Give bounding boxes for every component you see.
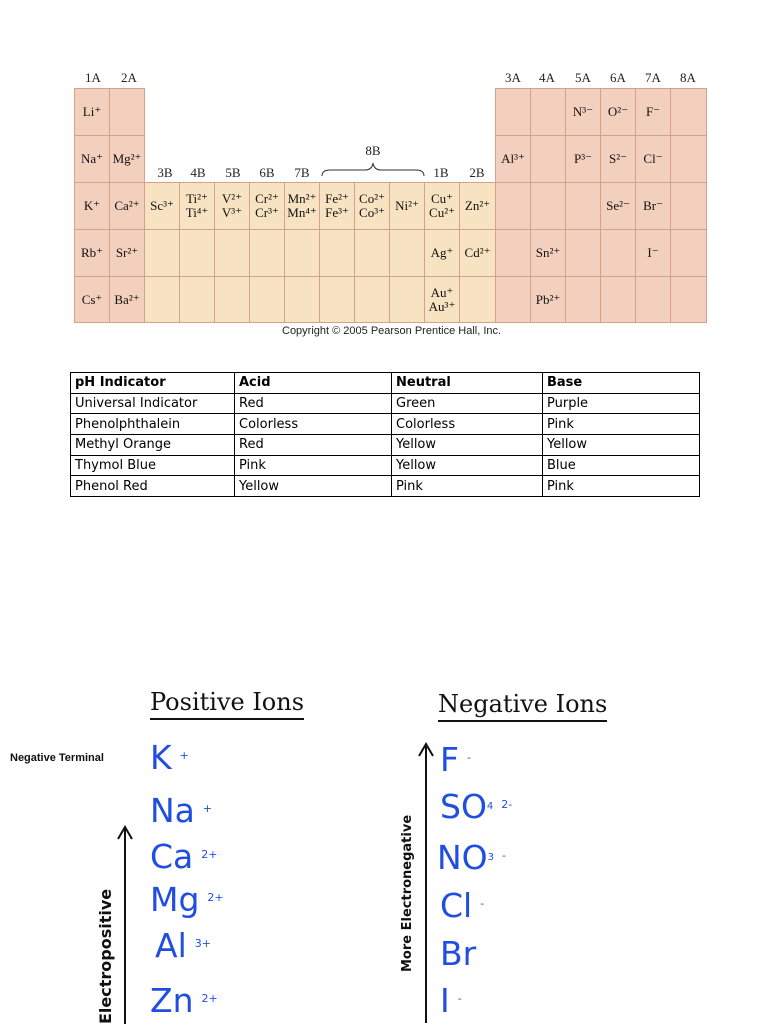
- group-label: 3B: [157, 165, 173, 180]
- ion-cell: Ba²⁺: [109, 276, 145, 323]
- ph-indicator-table: [70, 372, 700, 497]
- table-cell: Colorless: [392, 414, 543, 435]
- ion-cell: Pb²⁺: [530, 276, 566, 323]
- group-label: 8A: [680, 70, 696, 85]
- table-cell: Pink: [235, 455, 392, 476]
- ion-cell: Rb⁺: [74, 229, 110, 277]
- ion-cell: [670, 182, 707, 230]
- ion-cell: Co²⁺ Co³⁺: [354, 182, 390, 230]
- ion-cell: Li⁺: [74, 88, 110, 136]
- table-cell: Yellow: [235, 476, 392, 497]
- ion-cell: [600, 229, 636, 277]
- table-cell: Blue: [543, 455, 700, 476]
- ion-cell: Se²⁻: [600, 182, 636, 230]
- ion-cell: Ti²⁺ Ti⁴⁺: [179, 182, 215, 230]
- ion-cell: [249, 276, 285, 323]
- ion-cell: Cs⁺: [74, 276, 110, 323]
- ion-cell: Mg²⁺: [109, 135, 145, 183]
- table-header-row: [71, 373, 700, 394]
- ion-cell: Cu⁺ Cu²⁺: [424, 182, 460, 230]
- ion-cell: O²⁻: [600, 88, 636, 136]
- ion-cell: Br⁻: [635, 182, 671, 230]
- ion-cell: [109, 88, 145, 136]
- positive-ion: Na +: [150, 791, 213, 830]
- negative-ion: Br: [440, 934, 477, 973]
- ion-cell: [179, 229, 215, 277]
- ion-cell: Na⁺: [74, 135, 110, 183]
- ion-cell: [495, 88, 531, 136]
- electropositive-axis-label: Electropositive: [96, 888, 115, 1024]
- table-cell: Red: [235, 393, 392, 414]
- ion-cell: [565, 229, 601, 277]
- negative-ion: I -: [440, 981, 462, 1020]
- ion-cell: V²⁺ V³⁺: [214, 182, 250, 230]
- table-cell: Phenol Red: [71, 476, 235, 497]
- ion-cell: [354, 276, 390, 323]
- ion-cell: [214, 229, 250, 277]
- ion-cell: P³⁻: [565, 135, 601, 183]
- positive-ion: Zn $^{2+}$: [150, 981, 218, 1020]
- group-label: 2B: [469, 165, 485, 180]
- negative-ion: Cl -: [440, 886, 485, 925]
- positive-ion: K +: [150, 738, 189, 777]
- ion-cell: N³⁻: [565, 88, 601, 136]
- table-cell: Methyl Orange: [71, 435, 235, 456]
- ion-cell: [144, 276, 180, 323]
- positive-ion: Mg $^{2+}$: [150, 880, 224, 919]
- table-row: [71, 455, 700, 476]
- group-label: 6A: [610, 70, 626, 85]
- ion-cell: Sc³⁺: [144, 182, 180, 230]
- table-cell: Yellow: [543, 435, 700, 456]
- ion-cell: [354, 229, 390, 277]
- ion-cell: [530, 88, 566, 136]
- ion-cell: F⁻: [635, 88, 671, 136]
- table-cell: Green: [392, 393, 543, 414]
- ion-cell: [495, 182, 531, 230]
- table-row: [71, 435, 700, 456]
- table-cell: Purple: [543, 393, 700, 414]
- group-label: 7B: [294, 165, 310, 180]
- ion-cell: [495, 229, 531, 277]
- ion-cell: [670, 135, 707, 183]
- ion-cell: I⁻: [635, 229, 671, 277]
- ion-cell: Al³⁺: [495, 135, 531, 183]
- ion-cell: [179, 276, 215, 323]
- ion-cell: Cd²⁺: [459, 229, 496, 277]
- positive-ion: Al $^{3+}$: [155, 926, 211, 965]
- ion-cell: [565, 276, 601, 323]
- ion-cell: Ag⁺: [424, 229, 460, 277]
- ion-cell: [530, 182, 566, 230]
- ion-cell: [495, 276, 531, 323]
- brace-8b: [320, 160, 426, 180]
- ion-cell: [319, 276, 355, 323]
- group-label: 2A: [121, 70, 137, 85]
- ion-cell: Au⁺ Au³⁺: [424, 276, 460, 323]
- ion-cell: [459, 276, 496, 323]
- ion-cell: [319, 229, 355, 277]
- ion-cell: [670, 229, 707, 277]
- group-label: 5A: [575, 70, 591, 85]
- header-cell: pH Indicator: [71, 373, 235, 394]
- negative-ions-title: Negative Ions: [438, 690, 607, 722]
- table-cell: Universal Indicator: [71, 393, 235, 414]
- group-label: 1A: [85, 70, 101, 85]
- ion-cell: Ca²⁺: [109, 182, 145, 230]
- negative-ion: NO3 -: [437, 838, 507, 877]
- ion-cell: Fe²⁺ Fe³⁺: [319, 182, 355, 230]
- table-row: [71, 414, 700, 435]
- table-cell: Thymol Blue: [71, 455, 235, 476]
- ion-cell: K⁺: [74, 182, 110, 230]
- group-label: 7A: [645, 70, 661, 85]
- periodic-ion-table: [0, 0, 768, 345]
- table-cell: Red: [235, 435, 392, 456]
- table-cell: Pink: [543, 414, 700, 435]
- group-label: 5B: [225, 165, 241, 180]
- ion-cell: [214, 276, 250, 323]
- ion-cell: [284, 276, 320, 323]
- copyright-text: Copyright © 2005 Pearson Prentice Hall, Inc.: [282, 325, 502, 337]
- ion-cell: Sn²⁺: [530, 229, 566, 277]
- ion-cell: Ni²⁺: [389, 182, 425, 230]
- header-cell: Acid: [235, 373, 392, 394]
- header-cell: Neutral: [392, 373, 543, 394]
- ion-cell: Zn²⁺: [459, 182, 496, 230]
- negative-ion: SO4 $^{2-}$: [440, 787, 513, 826]
- negative-terminal-label: Negative Terminal: [10, 752, 104, 764]
- ion-cell: [389, 229, 425, 277]
- table-cell: Colorless: [235, 414, 392, 435]
- ion-cell: S²⁻: [600, 135, 636, 183]
- group-label: 6B: [259, 165, 275, 180]
- electronegative-axis-label: More Electronegative: [400, 814, 415, 972]
- table-cell: Yellow: [392, 435, 543, 456]
- table-row: [71, 393, 700, 414]
- ion-cell: [249, 229, 285, 277]
- ion-cell: [635, 276, 671, 323]
- table-cell: Yellow: [392, 455, 543, 476]
- table-cell: Phenolphthalein: [71, 414, 235, 435]
- ion-cell: [530, 135, 566, 183]
- table-cell: Pink: [392, 476, 543, 497]
- table-row: [71, 476, 700, 497]
- positive-ions-title: Positive Ions: [150, 688, 304, 720]
- ion-cell: [565, 182, 601, 230]
- ion-cell: Cr²⁺ Cr³⁺: [249, 182, 285, 230]
- ion-cell: [600, 276, 636, 323]
- ion-cell: Sr²⁺: [109, 229, 145, 277]
- header-cell: Base: [543, 373, 700, 394]
- table-cell: Pink: [543, 476, 700, 497]
- ion-cell: [670, 276, 707, 323]
- group-label: 1B: [433, 165, 449, 180]
- positive-ion: Ca $^{2+}$: [150, 837, 218, 876]
- up-arrow-icon: [416, 742, 436, 1024]
- ion-cell: [144, 229, 180, 277]
- ion-cell: [389, 276, 425, 323]
- ion-cell: [670, 88, 707, 136]
- group-label: 4A: [539, 70, 555, 85]
- up-arrow-icon: [115, 825, 135, 1025]
- ion-cell: [284, 229, 320, 277]
- group-label: 4B: [190, 165, 206, 180]
- negative-ion: F -: [440, 740, 471, 779]
- group-label-8b: 8B: [365, 143, 381, 158]
- ion-cell: Cl⁻: [635, 135, 671, 183]
- ion-cell: Mn²⁺ Mn⁴⁺: [284, 182, 320, 230]
- group-label: 3A: [505, 70, 521, 85]
